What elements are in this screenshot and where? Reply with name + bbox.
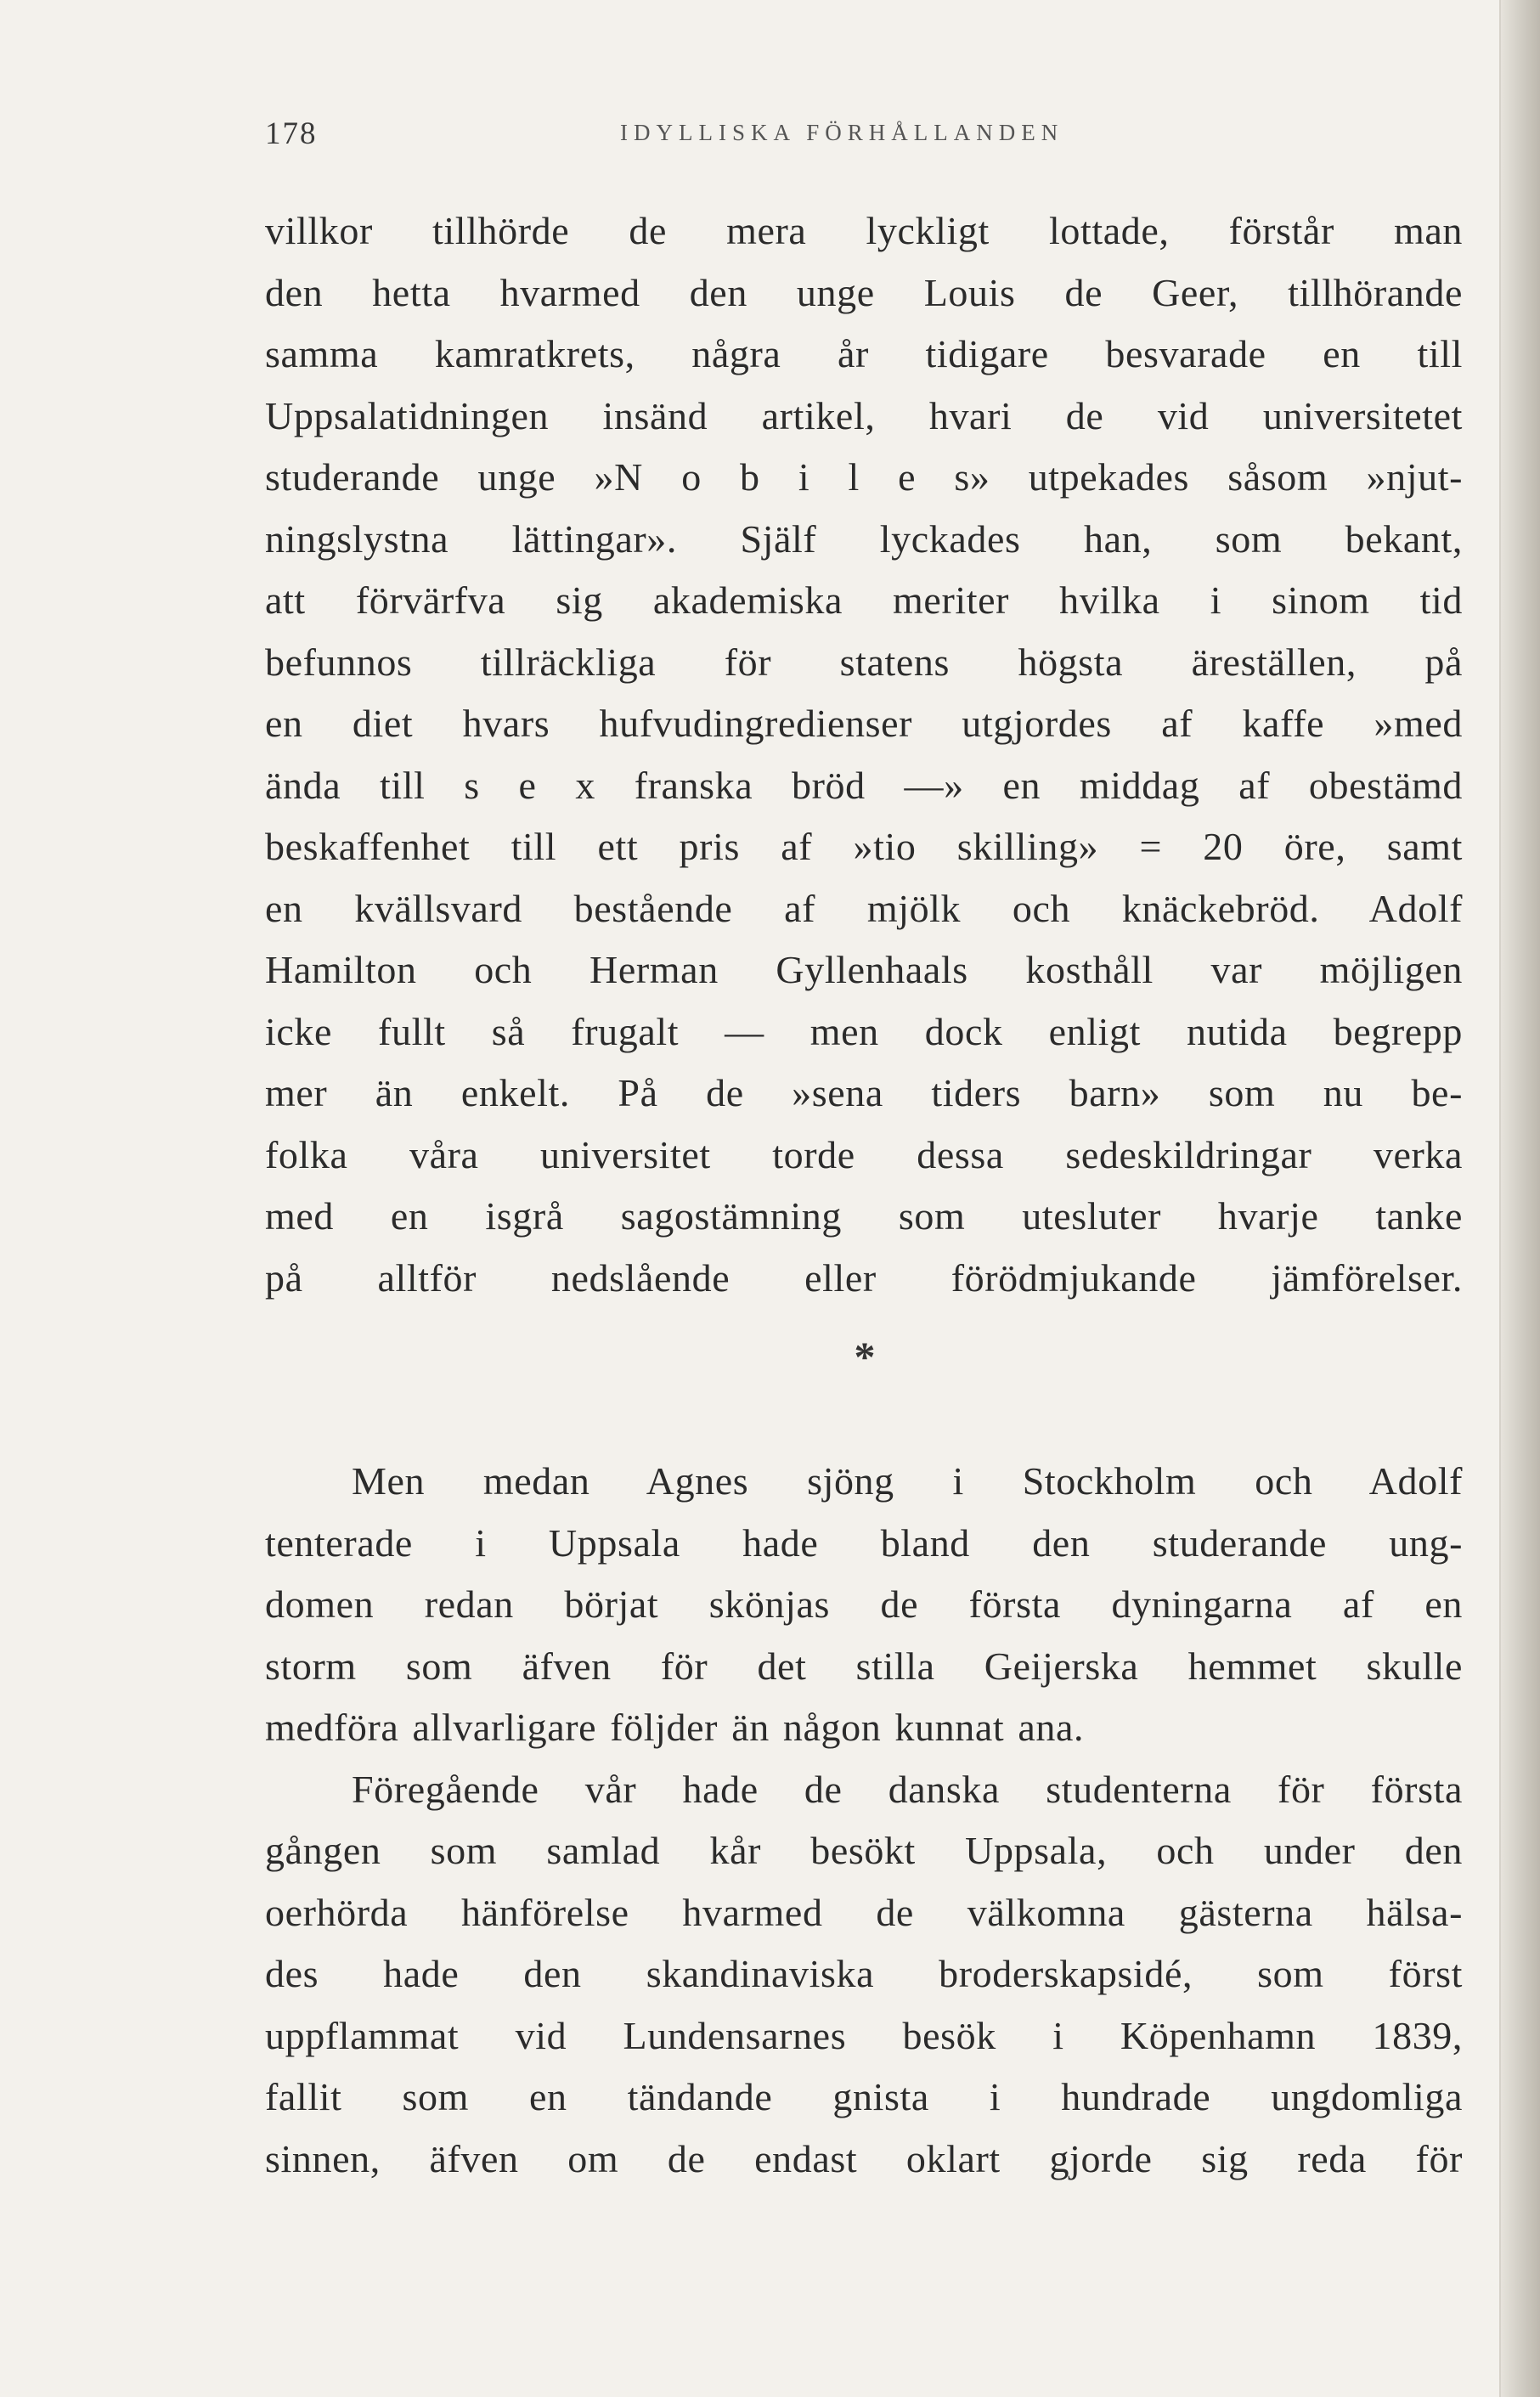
page-edge: [1501, 0, 1540, 2397]
text-line: att förvärfva sig akademiska meriter hvilka i sinom tid: [265, 578, 1463, 622]
text-line: en diet hvars hufvudingredienser utgjordes af kaffe »med: [265, 702, 1463, 745]
text-line: den hetta hvarmed den unge Louis de Geer, tillhörande: [265, 270, 1463, 314]
running-head: IDYLLISKA FÖRHÅLLANDEN: [620, 120, 1064, 145]
text-line: gången som samlad kår besökt Uppsala, och under den: [265, 1829, 1463, 1872]
text-line: Föregående vår hade de danska studenterna för första: [352, 1767, 1463, 1811]
text-line: på alltför nedslående eller förödmjukande jämförelser.: [265, 1255, 1463, 1300]
text-line: beskaffenhet till ett pris af »tio skilling» = 20 öre, samt: [265, 825, 1463, 868]
text-line: villkor tillhörde de mera lyckligt lottade, förstår man: [265, 209, 1463, 252]
text-line: domen redan börjat skönjas de första dyningarna af en: [265, 1582, 1463, 1626]
text-line: tenterade i Uppsala hade bland den studerande ung-: [265, 1520, 1463, 1565]
text-line: ningslystna lättingar». Själf lyckades han, som bekant,: [265, 516, 1463, 561]
text-line: icke fullt så frugalt — men dock enligt nutida begrepp: [265, 1009, 1463, 1053]
text-line: samma kamratkrets, några år tidigare besvarade en till: [265, 332, 1463, 375]
text-line: Uppsalatidningen insänd artikel, hvari de vid universitetet: [265, 393, 1463, 437]
text-line: ända till s e x franska bröd —» en middag af obestämd: [265, 763, 1463, 807]
text-line: Men medan Agnes sjöng i Stockholm och Adolf: [352, 1459, 1463, 1503]
text-line: storm som äfven för det stilla Geijerska hemmet skulle: [265, 1644, 1463, 1688]
text-line: sinnen, äfven om de endast oklart gjorde sig reda för: [265, 2136, 1463, 2180]
text-line: Hamilton och Herman Gyllenhaals kosthåll var möjligen: [265, 948, 1463, 991]
page-header: [265, 116, 1463, 153]
page-number: 178: [265, 116, 318, 151]
paragraph-1: [265, 200, 1463, 1309]
text-line: folka våra universitet torde dessa sedeskildringar verka: [265, 1132, 1463, 1176]
text-line: befunnos tillräckliga för statens högsta äreställen, på: [265, 640, 1463, 684]
text-line: uppflammat vid Lundensarnes besök i Köpenhamn 1839,: [265, 2013, 1463, 2057]
text-line: mer än enkelt. På de »sena tiders barn» som nu be-: [265, 1071, 1463, 1114]
text-line: med en isgrå sagostämning som utesluter hvarje tanke: [265, 1194, 1463, 1238]
paragraph-2: [265, 1451, 1463, 2190]
text-line: medföra allvarligare följder än någon kunnat ana.: [265, 1706, 1085, 1749]
text-line: des hade den skandinaviska broderskapsidé, som först: [265, 1952, 1463, 1995]
text-line: studerande unge »N o b i l e s» utpekades såsom »njut-: [265, 455, 1463, 499]
text-line: oerhörda hänförelse hvarmed de välkomna gästerna hälsa-: [265, 1890, 1463, 1934]
text-line: en kvällsvard bestående af mjölk och knäckebröd. Adolf: [265, 886, 1463, 930]
text-line: fallit som en tändande gnista i hundrade ungdomliga: [265, 2075, 1463, 2118]
section-separator: *: [854, 1333, 876, 1380]
